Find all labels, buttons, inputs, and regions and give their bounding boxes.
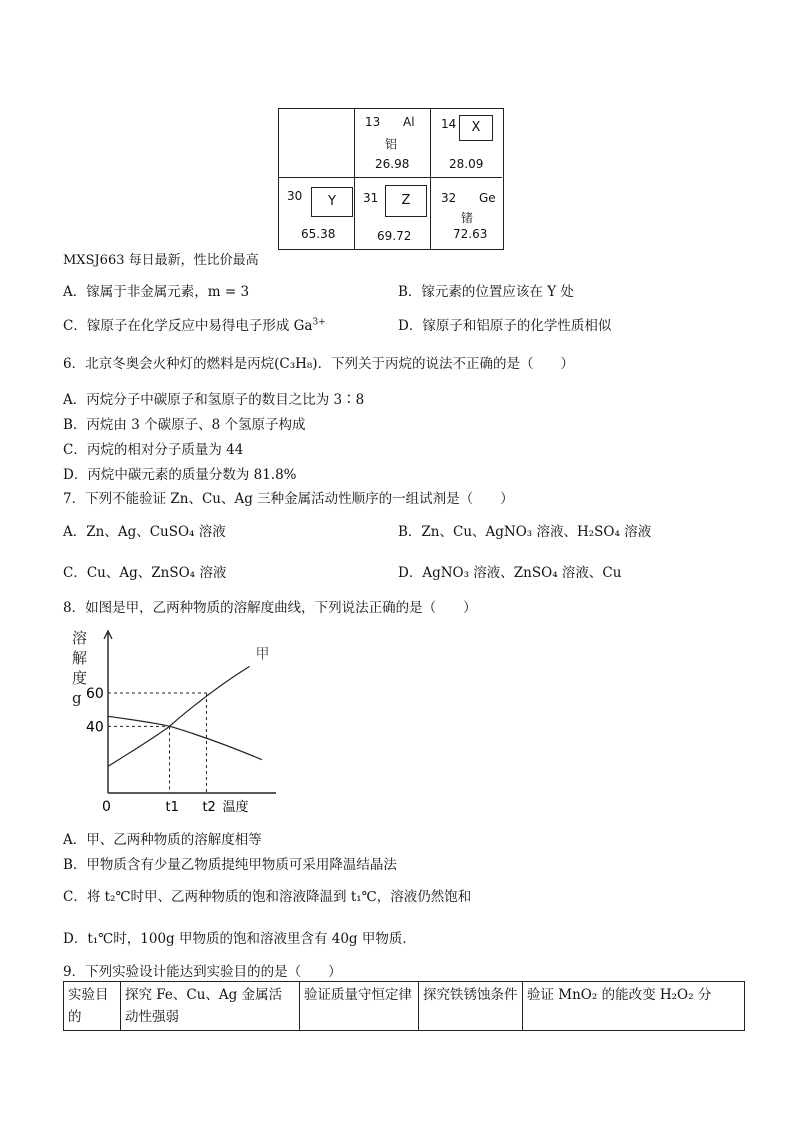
q5-option-b: B．镓元素的位置应该在 Y 处 xyxy=(398,284,574,300)
q5-option-d: D．镓原子和铝原子的化学性质相似 xyxy=(398,318,612,334)
q6-option-b: B．丙烷由 3 个碳原子、8 个氢原子构成 xyxy=(63,417,306,433)
element-cell-ge xyxy=(433,181,501,247)
element-symbol-box: Z xyxy=(385,185,427,217)
q8-option-d: D．t₁℃时，100g 甲物质的饱和溶液里含有 40g 甲物质． xyxy=(63,931,416,947)
element-cell-al xyxy=(357,113,429,175)
element-name: 锗 xyxy=(461,211,474,225)
element-name: 铝 xyxy=(385,137,398,151)
q7-option-b: B．Zn、Cu、AgNO₃ 溶液、H₂SO₄ 溶液 xyxy=(398,524,652,540)
table-cell: 验证质量守恒定律 xyxy=(300,982,419,1031)
q7-option-d: D．AgNO₃ 溶液、ZnSO₄ 溶液、Cu xyxy=(398,565,622,581)
q7-option-c: C．Cu、Ag、ZnSO₄ 溶液 xyxy=(63,565,227,581)
q6-stem: 6．北京冬奥会火种灯的燃料是丙烷(C₃H₈)．下列关于丙烷的说法不正确的是（ ） xyxy=(63,356,575,372)
q7-stem: 7．下列不能验证 Zn、Cu、Ag 三种金属活动性顺序的一组试剂是（ ） xyxy=(63,491,514,507)
q5-option-a: A．镓属于非金属元素，m = 3 xyxy=(63,284,250,300)
element-cell-x xyxy=(433,113,501,175)
q6-option-a: A．丙烷分子中碳原子和氢原子的数目之比为 3∶8 xyxy=(63,392,365,408)
q5-option-c: C．镓原子在化学反应中易得电子形成 $Ga^{3+}$ xyxy=(63,317,326,334)
table-cell: 验证 MnO₂ 的能改变 H₂O₂ 分 xyxy=(523,982,745,1031)
q8-option-c: C．将 t₂℃时甲、乙两种物质的饱和溶液降温到 t₁℃，溶液仍然饱和 xyxy=(63,889,472,905)
y-axis-label-char: g xyxy=(72,689,82,707)
q8-option-b: B．甲物质含有少量乙物质提纯甲物质可采用降温结晶法 xyxy=(63,857,397,873)
q8-option-a: A．甲、乙两种物质的溶解度相等 xyxy=(63,832,262,848)
element-cell-z xyxy=(357,181,429,247)
experiment-table xyxy=(63,981,745,1031)
atomic-number: 31 xyxy=(363,191,379,205)
x-axis-label: 温度 xyxy=(222,800,249,815)
element-symbol: Al xyxy=(403,115,415,129)
element-symbol: Ge xyxy=(479,191,496,205)
series-curve xyxy=(108,716,262,759)
x-tick-label: 0 xyxy=(102,799,111,815)
table-cell: 探究铁锈蚀条件 xyxy=(419,982,523,1031)
q8-stem: 8．如图是甲，乙两种物质的溶解度曲线，下列说法正确的是（ ） xyxy=(63,600,477,616)
x-tick-label: t1 xyxy=(165,800,179,815)
y-axis-label-char: 溶 xyxy=(72,629,88,647)
series-curve xyxy=(108,666,250,766)
table-cell: 探究 Fe、Cu、Ag 金属活动性强弱 xyxy=(121,982,300,1031)
atomic-number: 32 xyxy=(441,191,457,205)
element-symbol-box: Y xyxy=(311,187,353,217)
q6-option-c: C．丙烷的相对分子质量为 44 xyxy=(63,442,244,458)
y-axis-label-char: 度 xyxy=(72,669,88,687)
table-cell: 实验目的 xyxy=(64,982,121,1031)
atomic-number: 30 xyxy=(287,189,303,203)
atomic-number: 13 xyxy=(365,115,381,129)
table-row xyxy=(64,982,745,1031)
atomic-number: 14 xyxy=(441,117,457,131)
atomic-mass: 69.72 xyxy=(377,229,412,243)
atomic-mass: 26.98 xyxy=(375,157,410,171)
q9-stem: 9．下列实验设计能达到实验目的的是（ ） xyxy=(63,964,342,980)
atomic-mass: 28.09 xyxy=(449,157,484,171)
x-tick-label: t2 xyxy=(202,800,216,815)
periodic-table-fragment xyxy=(278,108,504,250)
element-symbol-box: X xyxy=(459,115,493,141)
q7-option-a: A．Zn、Ag、CuSO₄ 溶液 xyxy=(63,524,226,540)
element-cell-y xyxy=(281,181,353,247)
y-axis-label-char: 解 xyxy=(72,649,88,667)
atomic-mass: 65.38 xyxy=(301,227,336,241)
solubility-chart xyxy=(60,625,280,815)
atomic-mass: 72.63 xyxy=(453,227,488,241)
series-label: 甲 xyxy=(255,646,270,663)
y-tick-label: 40 xyxy=(86,719,104,736)
y-tick-label: 60 xyxy=(86,686,104,702)
q6-option-d: D．丙烷中碳元素的质量分数为 81.8% xyxy=(63,467,297,483)
watermark-line: MXSJ663 每日最新，性比价最高 xyxy=(63,253,259,268)
